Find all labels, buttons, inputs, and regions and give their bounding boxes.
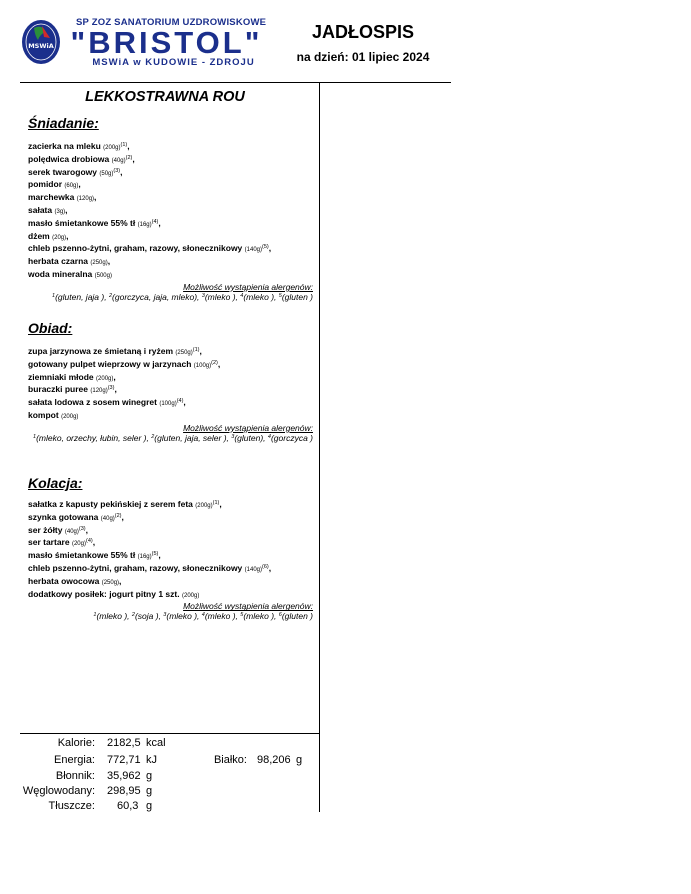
menu-item-name: herbata czarna — [28, 256, 88, 267]
nutrition-value-fat: 60,3 — [117, 800, 139, 812]
menu-item-name: serek twarogowy — [28, 166, 97, 177]
allergen-text: (gluten, jaja ), — [55, 291, 109, 302]
menu-item — [28, 384, 313, 397]
menu-item-allergen-ref: (1) — [212, 500, 220, 506]
nutrition-value-protein: 98,206 — [257, 754, 291, 766]
menu-item-name: dżem — [28, 230, 50, 241]
menu-item-quantity: (250g) — [90, 260, 108, 267]
menu-item — [28, 563, 313, 576]
column-divider — [319, 83, 320, 812]
menu-item-separator: , — [92, 537, 96, 548]
menu-item-allergen-ref: (4) — [151, 218, 159, 225]
allergen-number: 6 — [278, 612, 282, 619]
allergen-text: (mleko ), — [166, 611, 202, 622]
menu-item-quantity: (200g) — [195, 503, 213, 509]
menu-item-name: sałata — [28, 204, 53, 215]
sanatorium-logo — [20, 18, 62, 66]
allergen-number: 2 — [151, 433, 155, 440]
menu-item-allergen-ref: (3) — [107, 385, 115, 392]
menu-item-separator: , — [158, 550, 161, 561]
menu-item-name: sałata lodowa z sosem winegret — [28, 397, 157, 408]
document-date — [282, 50, 444, 64]
menu-item — [28, 205, 313, 218]
meal-items — [28, 499, 313, 601]
menu-item — [28, 576, 313, 589]
menu-item-separator: , — [66, 230, 69, 241]
menu-item-name: sałatka z kapusty pekińskiej z serem feta — [28, 499, 193, 509]
menu-item — [28, 256, 313, 269]
allergen-text: (gluten), — [234, 432, 268, 443]
menu-item-separator: , — [114, 384, 117, 395]
menu-item-name: chleb pszenno-żytni, graham, razowy, słonecznikowy — [28, 562, 243, 573]
menu-item-separator: , — [113, 371, 116, 382]
allergen-number: 4 — [201, 612, 205, 619]
menu-item-quantity: (16g) — [137, 221, 152, 228]
menu-item-name: ziemniaki młode — [28, 371, 94, 382]
menu-item — [28, 372, 313, 385]
menu-item-separator: , — [219, 499, 222, 509]
menu-item-separator: , — [217, 358, 221, 369]
menu-item-name: dodatkowy posiłek: jogurt pitny 1 szt. — [28, 588, 180, 599]
nutrition-divider — [20, 733, 319, 734]
nutrition-label-carbs: Węglowodany: — [22, 785, 95, 797]
menu-item — [28, 167, 313, 180]
meal-items — [28, 346, 313, 423]
menu-item-allergen-ref: (1) — [120, 142, 128, 148]
allergen-text: (mleko ), — [204, 611, 241, 622]
org-line1: SP ZOZ SANATORIUM UZDROWISKOWE — [76, 17, 267, 28]
menu-item — [28, 231, 313, 244]
org-name: "BRISTOL" — [70, 25, 263, 60]
menu-item-quantity: (140g) — [244, 566, 262, 573]
menu-item-quantity: (120g) — [76, 196, 95, 203]
menu-item-name: woda mineralna — [28, 268, 93, 279]
menu-item-allergen-ref: (2) — [125, 154, 133, 161]
menu-item — [28, 589, 313, 602]
menu-item-name: polędwica drobiowa — [28, 153, 110, 164]
menu-item-quantity: (60g) — [64, 183, 79, 190]
menu-item — [28, 243, 313, 256]
nutrition-unit-fiber: g — [146, 770, 153, 782]
allergen-text: (gorczyca ) — [270, 432, 313, 443]
nutrition-value-carbs: 298,95 — [107, 785, 141, 797]
allergen-number: 5 — [278, 292, 282, 299]
logo-text: MSWiA — [28, 42, 54, 50]
menu-item-name: buraczki puree — [28, 384, 88, 395]
menu-item — [28, 512, 313, 525]
menu-item-allergen-ref: (3) — [78, 525, 86, 532]
allergen-text: (gorczyca, jaja, mleko), — [112, 291, 202, 302]
menu-item-name: zupa jarzynowa ze śmietaną i ryżem — [28, 346, 174, 356]
menu-item-quantity: (50g) — [99, 170, 114, 177]
allergen-text: (mleko ), — [96, 611, 132, 622]
allergen-heading: Możliwość wystąpienia alergenów: — [183, 281, 313, 292]
allergen-text: (gluten ) — [281, 291, 313, 302]
menu-item — [28, 525, 313, 538]
menu-item — [28, 218, 313, 231]
menu-item-name: marchewka — [28, 192, 75, 203]
menu-item-separator: , — [268, 562, 272, 573]
meal-dinner — [28, 475, 313, 622]
menu-item-quantity: (140g) — [244, 247, 262, 254]
allergen-number: 3 — [231, 433, 235, 440]
menu-item-separator: , — [127, 141, 130, 151]
menu-item-name: ser tartare — [28, 537, 70, 548]
diet-name: LEKKOSTRAWNA ROU — [85, 89, 245, 105]
allergen-text: (gluten ) — [281, 611, 313, 622]
menu-item-separator: , — [119, 575, 122, 586]
menu-item — [28, 141, 313, 154]
menu-item-quantity: (3g) — [54, 208, 66, 215]
menu-item-quantity: (16g) — [137, 554, 152, 561]
menu-item-name: kompot — [28, 409, 59, 420]
menu-item-separator: , — [121, 511, 124, 522]
menu-item-quantity: (200g) — [181, 592, 200, 599]
allergen-number: 4 — [267, 433, 271, 440]
allergen-number: 1 — [52, 292, 56, 299]
nutrition-unit-energy: kJ — [146, 754, 157, 766]
allergen-text: (gluten, jaja, seler ), — [154, 432, 232, 443]
date-label: na dzień: — [296, 50, 349, 64]
menu-item — [28, 154, 313, 167]
menu-item-separator: , — [78, 179, 81, 190]
date-value: 01 lipiec 2024 — [351, 50, 430, 64]
allergen-text: (mleko ), — [243, 291, 279, 302]
menu-item-separator: , — [183, 397, 186, 408]
menu-item-separator: , — [132, 153, 135, 164]
menu-item-name: masło śmietankowe 55% tł — [28, 217, 136, 228]
nutrition-unit-carbs: g — [146, 785, 153, 797]
document-title: JADŁOSPIS — [311, 22, 415, 42]
menu-item-name: herbata owocowa — [28, 575, 100, 586]
menu-item-allergen-ref: (1) — [192, 347, 200, 353]
menu-item — [28, 179, 313, 192]
menu-item — [28, 359, 313, 372]
menu-item-name: gotowany pulpet wieprzowy w jarzynach — [28, 358, 192, 369]
nutrition-unit-fat: g — [146, 800, 153, 812]
allergen-text: (mleko ), — [243, 611, 279, 622]
meal-title: Kolacja: — [28, 475, 83, 491]
menu-item-quantity: (100g) — [193, 362, 212, 369]
menu-item-separator: , — [94, 192, 97, 203]
menu-item-quantity: (200g) — [96, 375, 114, 382]
menu-item-name: zacierka na mleku — [28, 141, 101, 151]
allergen-number: 3 — [163, 612, 167, 619]
meal-title: Obiad: — [28, 320, 73, 336]
menu-item-allergen-ref: (3) — [113, 167, 121, 174]
nutrition-value-calories: 2182,5 — [107, 737, 141, 749]
menu-item-quantity: (250g) — [101, 579, 120, 586]
menu-item-name: pomidor — [28, 179, 62, 190]
menu-item-name: szynka gotowana — [28, 511, 99, 522]
menu-item — [28, 346, 313, 359]
menu-item-quantity: (200g) — [103, 145, 121, 151]
nutrition-unit-calories: kcal — [146, 737, 166, 749]
meal-lunch — [28, 320, 313, 444]
menu-item-name: chleb pszenno-żytni, graham, razowy, słonecznikowy — [28, 243, 243, 254]
menu-item-separator: , — [268, 243, 272, 254]
allergen-text: (mleko, orzechy, łubin, seler ), — [36, 432, 152, 443]
allergen-list — [28, 292, 313, 303]
nutrition-label-fat: Tłuszcze: — [48, 800, 95, 812]
meal-items — [28, 141, 313, 282]
nutrition-label-protein: Białko: — [213, 754, 247, 766]
nutrition-value-fiber: 35,962 — [107, 770, 141, 782]
menu-item-allergen-ref: (5) — [262, 244, 269, 251]
nutrition-label-fiber: Błonnik: — [55, 770, 95, 782]
menu-item-quantity: (120g) — [90, 388, 108, 395]
allergen-number: 3 — [201, 292, 205, 299]
allergen-heading: Możliwość wystąpienia alergenów: — [183, 422, 313, 433]
menu-item-separator: , — [107, 256, 111, 267]
menu-item — [28, 397, 313, 410]
allergen-list — [28, 433, 313, 444]
menu-item-quantity: (40g) — [111, 157, 126, 164]
nutrition-value-energy: 772,71 — [107, 754, 141, 766]
nutrition-label-calories: Kalorie: — [57, 737, 95, 749]
menu-item-separator: , — [199, 346, 202, 356]
menu-item-separator: , — [65, 204, 68, 215]
meal-title: Śniadanie: — [28, 115, 99, 131]
menu-item-quantity: (250g) — [175, 350, 193, 356]
menu-item-separator: , — [158, 217, 161, 228]
header-divider — [20, 82, 451, 83]
allergen-text: (mleko ), — [204, 291, 241, 302]
allergen-number: 2 — [131, 612, 135, 619]
menu-item — [28, 269, 313, 282]
menu-item-allergen-ref: (5) — [151, 551, 159, 558]
menu-item-allergen-ref: (4) — [176, 398, 184, 405]
allergen-text: (soja ), — [134, 611, 164, 622]
allergen-number: 1 — [33, 433, 37, 440]
menu-item-quantity: (200g) — [61, 413, 79, 420]
nutrition-unit-protein: g — [296, 754, 303, 766]
meal-breakfast — [28, 115, 313, 303]
menu-item-name: ser żółty — [28, 524, 63, 535]
menu-item-allergen-ref: (6) — [262, 563, 269, 570]
allergen-number: 2 — [108, 292, 113, 299]
menu-item-separator: , — [120, 166, 123, 177]
menu-item-quantity: (40g) — [64, 528, 79, 535]
menu-item-separator: , — [85, 524, 88, 535]
menu-item — [28, 410, 313, 423]
menu-item-allergen-ref: (2) — [114, 512, 122, 519]
menu-item — [28, 192, 313, 205]
allergen-list — [28, 611, 313, 622]
menu-item-quantity: (100g) — [159, 401, 177, 408]
menu-item-allergen-ref: (2) — [211, 359, 218, 366]
nutrition-label-energy: Energia: — [54, 754, 95, 766]
allergen-number: 5 — [240, 612, 244, 619]
menu-item — [28, 550, 313, 563]
menu-item-name: masło śmietankowe 55% tł — [28, 550, 136, 561]
allergen-number: 1 — [93, 612, 97, 619]
menu-item-quantity: (20g) — [71, 541, 86, 548]
menu-item-quantity: (500g) — [94, 272, 112, 279]
menu-item-quantity: (40g) — [100, 515, 115, 522]
menu-item — [28, 499, 313, 512]
menu-item — [28, 537, 313, 550]
org-line3: MSWiA w KUDOWIE - ZDROJU — [92, 57, 255, 68]
allergen-number: 4 — [240, 292, 244, 299]
menu-item-quantity: (20g) — [52, 234, 67, 241]
allergen-heading: Możliwość wystąpienia alergenów: — [183, 601, 313, 612]
menu-item-allergen-ref: (4) — [85, 538, 93, 545]
